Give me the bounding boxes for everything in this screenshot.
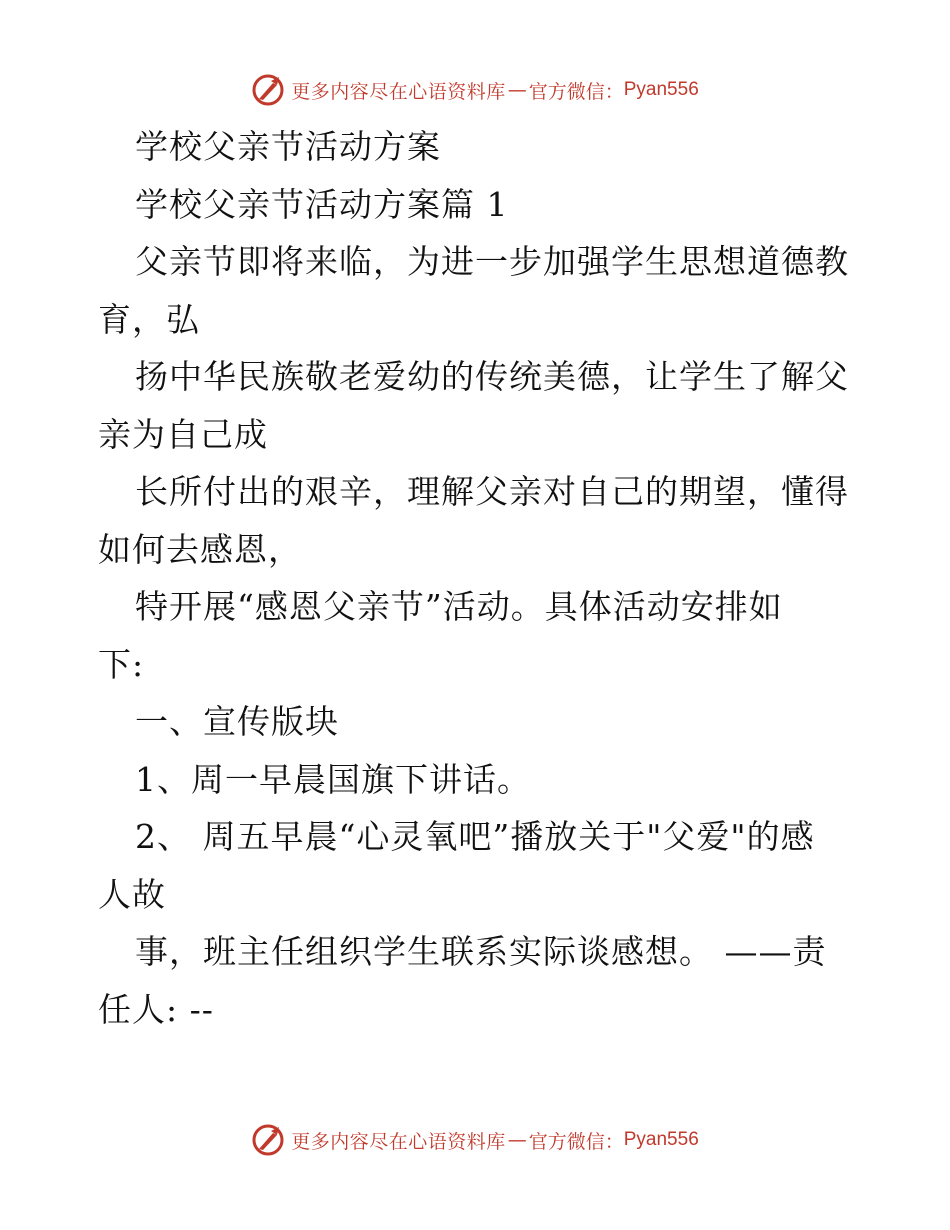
doc-line: 事，班主任组织学生联系实际谈感想。 ——责 <box>135 932 827 971</box>
doc-line: 扬中华民族敬老爱幼的传统美德，让学生了解父 <box>135 357 849 396</box>
banner-wechat-label: 官方微信： <box>528 80 624 103</box>
doc-line: 特开展“感恩父亲节”活动。具体活动安排如 <box>135 587 783 626</box>
doc-line: 如何去感恩， <box>98 529 302 569</box>
banner-site-text: 更多内容尽在心语资料库 <box>291 80 506 103</box>
banner-wechat-label: 官方微信： <box>528 1130 624 1153</box>
document-body <box>98 118 858 1038</box>
banner-wechat-id: Pyan556 <box>623 1129 699 1150</box>
banner-wechat-id: Pyan556 <box>623 79 699 100</box>
quill-seal-icon <box>251 73 285 107</box>
doc-line: 人故 <box>98 874 166 914</box>
list-item: 1、周一早晨国旗下讲话。 <box>135 759 531 799</box>
doc-line: 下: <box>98 644 145 684</box>
footer-banner <box>0 1120 950 1160</box>
banner-site-text: 更多内容尽在心语资料库 <box>291 1130 506 1153</box>
doc-line: 父亲节即将来临，为进一步加强学生思想道德教 <box>135 242 849 281</box>
doc-subtitle: 学校父亲节活动方案篇 1 <box>135 184 509 224</box>
header-banner <box>0 70 950 110</box>
section-heading: 一、宣传版块 <box>135 702 339 741</box>
doc-line: 育，弘 <box>98 299 200 339</box>
banner-separator: — <box>507 1129 527 1151</box>
doc-line: 长所付出的艰辛，理解父亲对自己的期望，懂得 <box>135 472 849 511</box>
doc-line: 任人: -- <box>98 989 214 1029</box>
quill-seal-icon <box>251 1123 285 1157</box>
list-item: 2、 周五早晨“心灵氧吧”播放关于"父爱"的感 <box>135 817 815 856</box>
doc-title: 学校父亲节活动方案 <box>135 127 441 166</box>
doc-line: 亲为自己成 <box>98 414 268 454</box>
banner-separator: — <box>507 79 527 101</box>
